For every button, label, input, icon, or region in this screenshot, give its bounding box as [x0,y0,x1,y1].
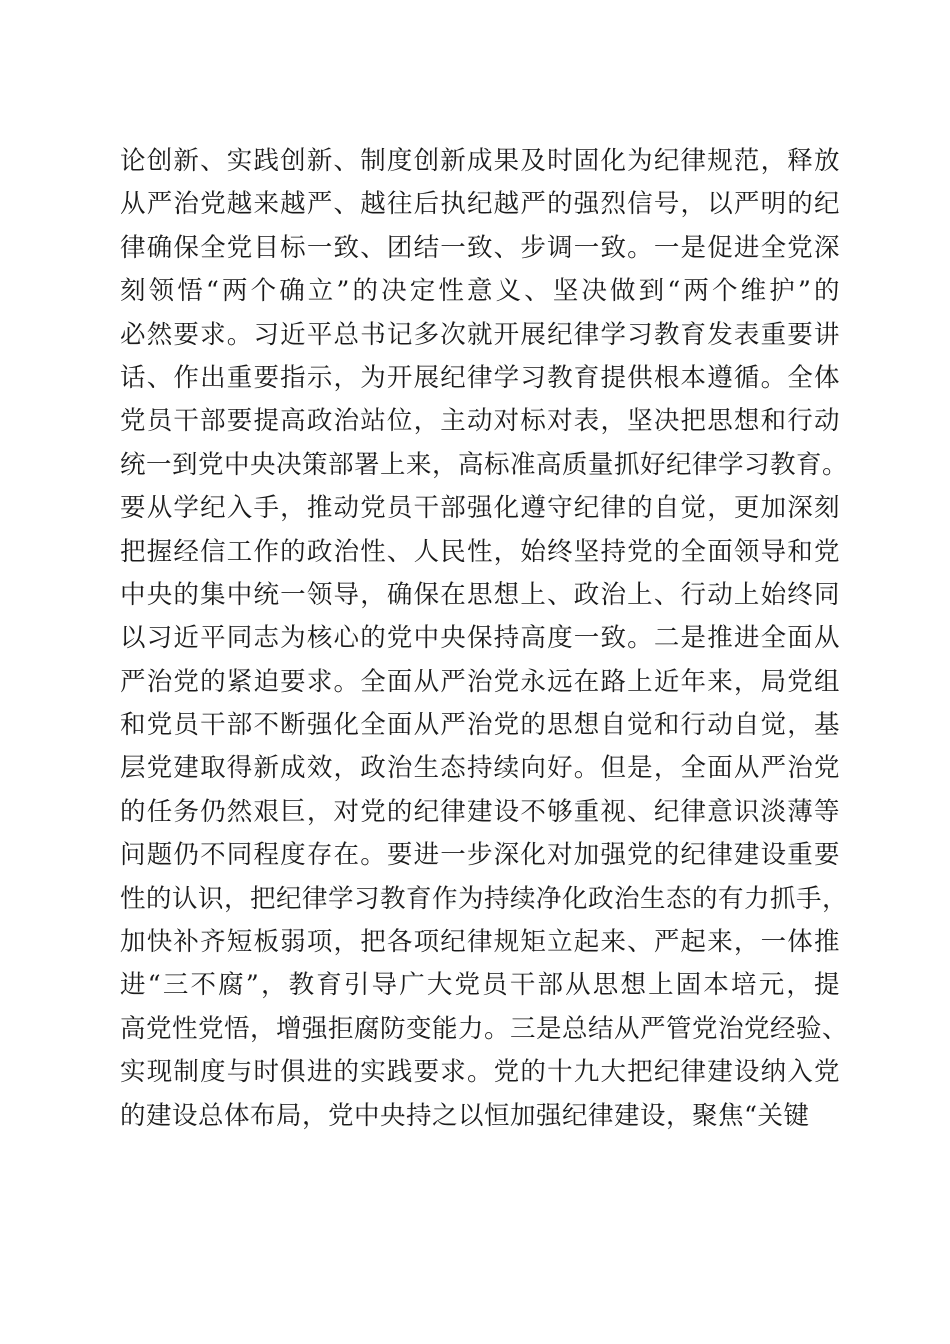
text-line-14: 和党员干部不断强化全面从严治党的思想自觉和行动自觉，基 [120,710,840,741]
text-line-13: 严治党的紧迫要求。全面从严治党永远在路上近年来，局党组 [120,666,840,697]
text-line-6: 话、作出重要指示，为开展纪律学习教育提供根本遵循。全体 [120,362,840,393]
text-line-12: 以习近平同志为核心的党中央保持高度一致。二是推进全面从 [120,623,840,654]
text-line-21: 高党性党悟，增强拒腐防变能力。三是总结从严管党治党经验、 [120,1013,849,1044]
text-line-23: 的建设总体布局，党中央持之以恒加强纪律建设，聚焦“关键 [120,1100,810,1131]
text-line-2: 从严治党越来越严、越往后执纪越严的强烈信号，以严明的纪 [120,189,840,220]
text-line-17: 问题仍不同程度存在。要进一步深化对加强党的纪律建设重要 [120,840,840,871]
body-text [120,140,849,1138]
text-line-10: 把握经信工作的政治性、人民性，始终坚持党的全面领导和党 [120,536,840,567]
text-line-16: 的任务仍然艰巨，对党的纪律建设不够重视、纪律意识淡薄等 [120,796,840,827]
text-line-7: 党员干部要提高政治站位，主动对标对表，坚决把思想和行动 [120,406,840,437]
text-line-8: 统一到党中央决策部署上来，高标准高质量抓好纪律学习教育。 [120,449,849,480]
text-line-5: 必然要求。习近平总书记多次就开展纪律学习教育发表重要讲 [120,319,840,350]
text-line-20: 进“三不腐”，教育引导广大党员干部从思想上固本培元，提 [120,970,840,1001]
text-line-15: 层党建取得新成效，政治生态持续向好。但是，全面从严治党 [120,753,840,784]
text-line-22: 实现制度与时俱进的实践要求。党的十九大把纪律建设纳入党 [120,1057,840,1088]
text-line-1: 论创新、实践创新、制度创新成果及时固化为纪律规范，释放 [120,146,840,176]
text-line-4: 刻领悟“两个确立”的决定性意义、坚决做到“两个维护”的 [120,276,840,307]
text-line-3: 律确保全党目标一致、团结一致、步调一致。一是促进全党深 [120,232,840,263]
text-line-11: 中央的集中统一领导，确保在思想上、政治上、行动上始终同 [120,579,840,610]
text-line-9: 要从学纪入手，推动党员干部强化遵守纪律的自觉，更加深刻 [120,493,840,524]
text-line-18: 性的认识，把纪律学习教育作为持续净化政治生态的有力抓手， [120,883,849,914]
text-line-19: 加快补齐短板弱项，把各项纪律规矩立起来、严起来，一体推 [120,927,840,958]
